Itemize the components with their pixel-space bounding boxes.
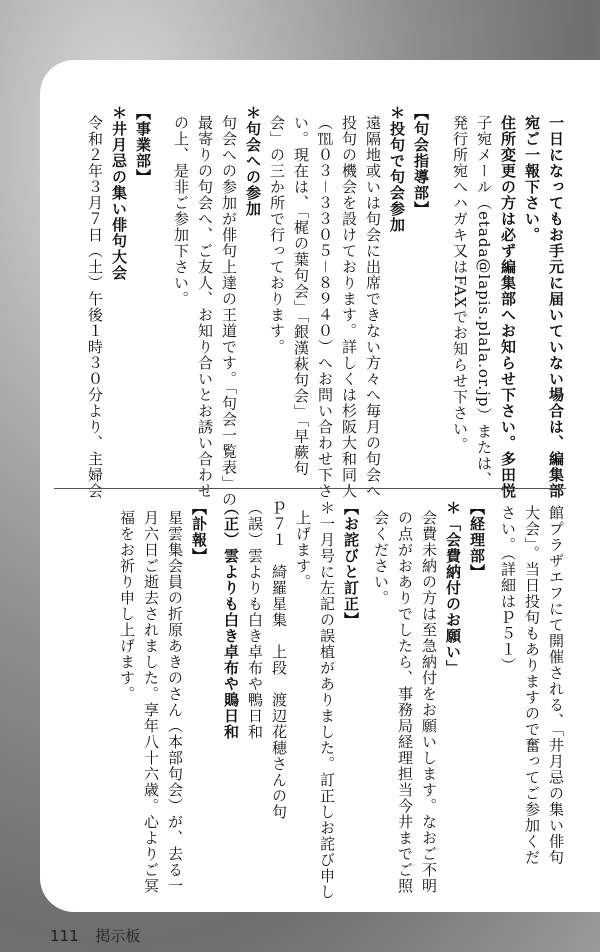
section-title: 【経理部】: [468, 500, 486, 580]
body-line: 句会への参加が俳句上達の王道です。「句会一覧表」の: [220, 115, 238, 508]
notice-line: 宛ご一報下さい。: [523, 115, 541, 243]
body-line: の点がおありでしたら、事務局経理担当今井までご照: [396, 510, 414, 894]
section-subtitle: ＊「会費納付のお願い」: [444, 500, 462, 676]
divider-line: [54, 488, 566, 489]
body-line: （誤）雲よりも白き卓布や鴨日和: [246, 500, 264, 740]
body-line: 投句の機会を設けております。詳しくは杉阪大和同人: [340, 115, 358, 499]
section-title: 【訃報】: [190, 500, 208, 564]
notice-line: 発行所宛へハガキ又はFAXでお知らせ下さい。: [451, 115, 469, 453]
body-line: 会費未納の方は至急納付をお願いします。なおご不明: [420, 510, 438, 894]
section-subtitle: ＊投句で句会参加: [388, 105, 406, 233]
body-line: 上げます。: [294, 510, 312, 590]
body-line: の上、是非ご参加下さい。: [172, 115, 190, 307]
body-line: （正）雲よりも白き卓布や鵙日和: [222, 500, 240, 740]
section-title: 【事業部】: [134, 105, 152, 185]
notice-line: 子宛メール（etada@lapis.plala.or.jp）または、: [475, 115, 493, 488]
page-footer: [50, 925, 152, 946]
body-line: ＊一月号に左記の誤植がありました。訂正しお詫び申し: [318, 500, 336, 900]
body-line: い。現在は、「梶の葉句会」「銀漢萩句会」「早蕨句: [292, 115, 310, 477]
notice-line: 住所変更の方は必ず編集部へお知らせ下さい。多田悦: [499, 115, 517, 499]
page-number: 111: [50, 927, 79, 945]
body-line: ｐ７１ 綺羅星集 上段 渡辺花穂さんの句: [270, 500, 288, 820]
body-line: 会ください。: [372, 510, 390, 606]
body-line: 月六日ご逝去されました。享年八十六歳。心よりご冥: [142, 510, 160, 894]
body-line: 令和２年３月７日（土）午後１時３０分より、主婦会: [86, 115, 104, 499]
body-line: 大会」。当日投句もありますので奮ってご参加くだ: [523, 505, 541, 866]
body-line: 会」の三か所で行っております。: [268, 115, 286, 355]
section-subtitle: ＊井月忌の集い俳句大会: [110, 105, 128, 281]
notice-line: 一日になってもお手元に届いていない場合は、編集部: [547, 115, 565, 499]
section-title: 【句会指導部】: [412, 105, 430, 217]
body-line: 遠隔地或いは句会に出席できない方々へ毎月の句会へ: [364, 115, 382, 499]
body-line: 福をお祈り申し上げます。: [118, 510, 136, 702]
section-subtitle: ＊句会への参加: [244, 105, 262, 217]
section-title: 【お詫びと訂正】: [342, 500, 360, 628]
body-line: さい。（詳細はｐ５１）: [499, 505, 517, 674]
body-line: 館プラザエフにて開催される、「井月忌の集い俳句: [547, 505, 565, 866]
body-line: 最寄りの句会へ、ご友人、お知り合いとお誘い合わせ: [196, 115, 214, 499]
body-line: （℡０３－３３０５－８９４０）へお問い合わせ下さ: [316, 115, 334, 500]
section-name: 掲示板: [95, 927, 141, 945]
body-line: 星雲集会員の折原あきのさん（本部句会）が、去る一: [166, 510, 184, 894]
